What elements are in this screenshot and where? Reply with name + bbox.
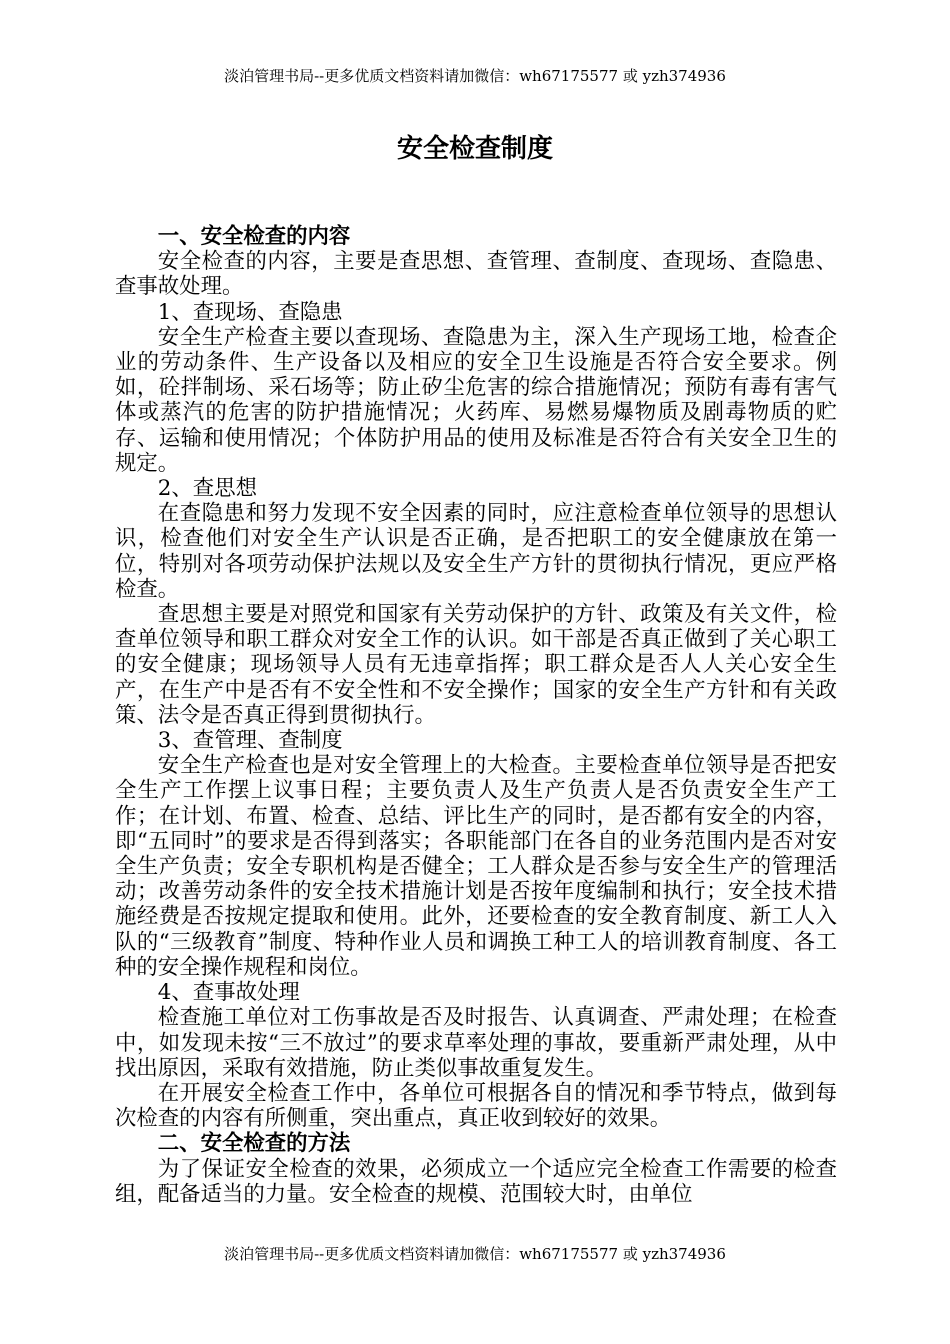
subsection-label: 3、查管理、查制度	[157, 728, 343, 754]
page-footer: 淡泊管理书局--更多优质文档资料请加微信：wh67175577 或 yzh374936	[224, 1245, 726, 1263]
section-heading: 一、安全检查的内容	[157, 224, 351, 249]
subsection-label: 2、查思想	[157, 476, 257, 502]
paragraph: 安全生产检查主要以查现场、查隐患为主，深入生产现场工地，检查企业的劳动条件、生产设备以及相应的安全卫生设施是否符合安全要求。例如，砼拌制场、采石场等；防止矽尘危害的综合措施情况；预防有毒有害气体或蒸汽的危害的防护措施情况；火药库、易燃易爆物质及剧毒物质的贮存、运输和使用情况；个体防护用品的使用及标准是否符合有关安全卫生的规定。	[115, 324, 837, 476]
page-header: 淡泊管理书局--更多优质文档资料请加微信：wh67175577 或 yzh374936	[224, 67, 726, 85]
paragraph: 检查施工单位对工伤事故是否及时报告、认真调查、严肃处理；在检查中，如发现未按“三不放过”的要求草率处理的事故，要重新严肃处理，从中找出原因，采取有效措施，防止类似事故重复发生。	[115, 1005, 837, 1081]
document-body	[115, 224, 837, 1207]
section-intro: 为了保证安全检查的效果，必须成立一个适应完全检查工作需要的检查组，配备适当的力量。安全检查的规模、范围较大时，由单位	[115, 1156, 837, 1207]
document-title: 安全检查制度	[396, 134, 553, 164]
paragraph: 安全生产检查也是对安全管理上的大检查。主要检查单位领导是否把安全生产工作摆上议事日程；主要负责人及生产负责人是否负责安全生产工作；在计划、布置、检查、总结、评比生产的同时，是否都有安全的内容，即“五同时”的要求是否得到落实；各职能部门在各自的业务范围内是否对安全生产负责；安全专职机构是否健全；工人群众是否参与安全生产的管理活动；改善劳动条件的安全技术措施计划是否按年度编制和执行；安全技术措施经费是否按规定提取和使用。此外，还要检查的安全教育制度、新工人入队的“三级教育”制度、特种作业人员和调换工种工人的培训教育制度、各工种的安全操作规程和岗位。	[115, 753, 837, 980]
subsection-label: 4、查事故处理	[157, 980, 300, 1006]
subsection-label: 1、查现场、查隐患	[157, 299, 343, 325]
paragraph: 在开展安全检查工作中，各单位可根据各自的情况和季节特点，做到每次检查的内容有所侧重，突出重点，真正收到较好的效果。	[115, 1080, 837, 1132]
paragraph: 查思想主要是对照党和国家有关劳动保护的方针、政策及有关文件，检查单位领导和职工群众对安全工作的认识。如干部是否真正做到了关心职工的安全健康；现场领导人员有无违章指挥；职工群众是否人人关心安全生产，在生产中是否有不安全性和不安全操作；国家的安全生产方针和有关政策、法令是否真正得到贯彻执行。	[115, 602, 837, 728]
paragraph: 在查隐患和努力发现不安全因素的同时，应注意检查单位领导的思想认识，检查他们对安全生产认识是否正确，是否把职工的安全健康放在第一位，特别对各项劳动保护法规以及安全生产方针的贯彻执行情况，更应严格检查。	[115, 501, 837, 602]
section-intro: 安全检查的内容，主要是查思想、查管理、查制度、查现场、查隐患、查事故处理。	[115, 249, 837, 300]
section-heading: 二、安全检查的方法	[157, 1131, 351, 1157]
